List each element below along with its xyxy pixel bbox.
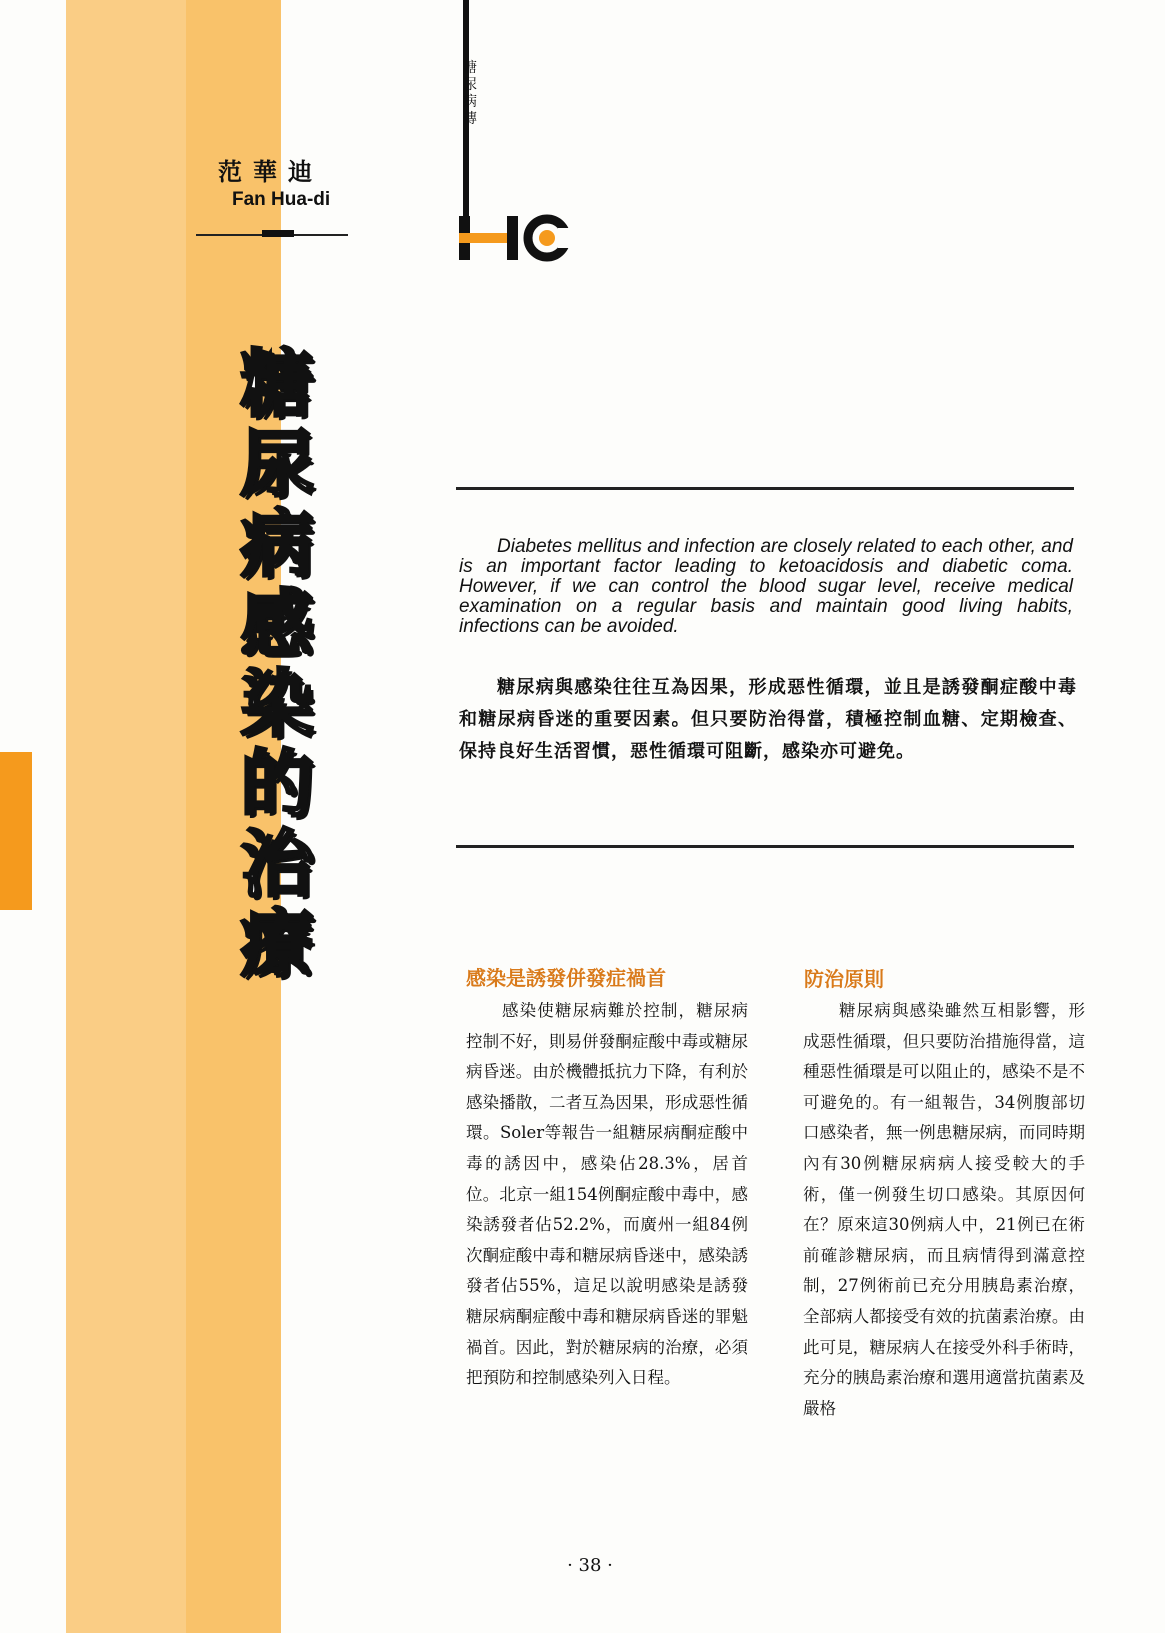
title-char: 尿: [240, 422, 314, 507]
page-number: · 38 ·: [567, 1555, 613, 1576]
title-char: 病: [240, 502, 314, 587]
column-label: [460, 60, 480, 128]
section-heading: 感染是誘發併發症禍首: [466, 966, 666, 990]
title-char: 療: [240, 902, 314, 987]
abstract-chinese: 糖尿病與感染往往互為因果，形成惡性循環，並且是誘發酮症酸中毒和糖尿病昏迷的重要因素。但只要防治得當，積極控制血糖、定期檢查、保持良好生活習慣，惡性循環可阻斷，感染亦可避免。: [459, 677, 1077, 762]
abstract-top-rule: [456, 487, 1074, 490]
author-name-en: Fan Hua-di: [232, 189, 331, 210]
abstract-bottom-rule: [456, 845, 1074, 848]
article-title: [232, 342, 322, 987]
band-highlight: [66, 0, 186, 1633]
title-char: 糖: [240, 342, 314, 427]
title-char: 感: [240, 582, 314, 667]
abstract-english: Diabetes mellitus and infection are closely related to each other, and is an important factor leading to ketoacidosis and diabetic coma. However, if we can control the blood sugar level, receive medical examination on a regular basis and maintain good living habits, infections can be avoided.: [459, 536, 1073, 637]
author-rule-accent: [262, 230, 294, 237]
section-body: 感染使糖尿病難於控制，糖尿病控制不好，則易併發酮症酸中毒或糖尿病昏迷。由於機體抵抗力下降，有利於感染播散，二者互為因果，形成惡性循環。Soler等報告一組糖尿病酮症酸中毒的誘因中，感染佔28.3%，居首位。北京一組154例酮症酸中毒中，感染誘發者佔52.2%，而廣州一組84例次酮症酸中毒和糖尿病昏迷中，感染誘發者佔55%，這足以說明感染是誘發糖尿病酮症酸中毒和糖尿病昏迷的罪魁禍首。因此，對於糖尿病的治療，必須把預防和控制感染列入日程。: [466, 1001, 748, 1388]
column-label-char: 糖: [463, 60, 477, 76]
section-heading: 防治原則: [804, 967, 884, 991]
section-body: 糖尿病與感染雖然互相影響，形成惡性循環，但只要防治措施得當，這種惡性循環是可以阻止的，感染不是不可避免的。有一組報告，34例腹部切口感染者，無一例患糖尿病，而同時期內有30例糖尿病病人接受較大的手術，僅一例發生切口感染。其原因何在？原來這30例病人中，21例已在術前確診糖尿病，而且病情得到滿意控制，27例術前已充分用胰島素治療，全部病人都接受有效的抗菌素治療。由此可見，糖尿病人在接受外科手術時，充分的胰島素治療和選用適當抗菌素及嚴格: [803, 1001, 1085, 1418]
side-tab: [0, 752, 32, 910]
title-char: 治: [240, 822, 314, 907]
author-name-zh: 范華迪: [218, 158, 323, 186]
column-label-char: 尿: [463, 77, 477, 93]
column-logo: [455, 214, 585, 264]
column-label-char: 病: [463, 94, 477, 110]
title-char: 染: [240, 662, 314, 747]
title-char: 的: [240, 742, 314, 827]
column-label-char: 傳: [463, 111, 477, 127]
